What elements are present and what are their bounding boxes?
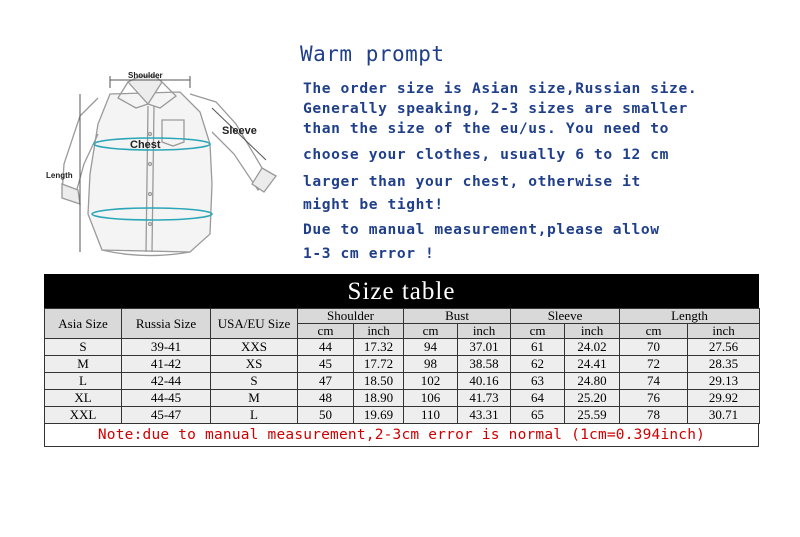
table-cell: 29.13 [688, 373, 760, 390]
table-cell: 65 [511, 407, 565, 424]
table-cell: 18.50 [354, 373, 404, 390]
header-cm: cm [511, 324, 565, 339]
table-cell: 43.31 [458, 407, 511, 424]
table-cell: 17.32 [354, 339, 404, 356]
table-row [45, 407, 760, 424]
header-sleeve: Sleeve [511, 309, 620, 324]
shirt-measurement-diagram [40, 64, 280, 268]
prompt-line: choose your clothes, usually 6 to 12 cm [303, 146, 670, 163]
prompt-line: Due to manual measurement,please allow [303, 221, 660, 238]
header-inch: inch [688, 324, 760, 339]
table-cell: 106 [404, 390, 458, 407]
table-cell: 61 [511, 339, 565, 356]
table-cell: 39-41 [122, 339, 211, 356]
warm-prompt-title: Warm prompt [300, 42, 445, 66]
table-cell: 27.56 [688, 339, 760, 356]
prompt-line: larger than your chest, otherwise it [303, 173, 641, 190]
header-bust: Bust [404, 309, 511, 324]
table-cell: S [211, 373, 298, 390]
table-cell: 28.35 [688, 356, 760, 373]
table-cell: XL [45, 390, 122, 407]
table-cell: 37.01 [458, 339, 511, 356]
table-cell: 38.58 [458, 356, 511, 373]
table-cell: 70 [620, 339, 688, 356]
table-cell: 98 [404, 356, 458, 373]
table-cell: 42-44 [122, 373, 211, 390]
table-cell: 24.02 [565, 339, 620, 356]
header-cm: cm [298, 324, 354, 339]
table-cell: 76 [620, 390, 688, 407]
sleeve-label: Sleeve [222, 125, 257, 137]
table-cell: 25.59 [565, 407, 620, 424]
table-cell: S [45, 339, 122, 356]
table-cell: 19.69 [354, 407, 404, 424]
table-cell: XXS [211, 339, 298, 356]
table-cell: 29.92 [688, 390, 760, 407]
chest-label: Chest [130, 139, 161, 151]
table-cell: 78 [620, 407, 688, 424]
table-cell: XS [211, 356, 298, 373]
table-cell: 30.71 [688, 407, 760, 424]
table-cell: 40.16 [458, 373, 511, 390]
table-cell: 24.41 [565, 356, 620, 373]
table-cell: 45 [298, 356, 354, 373]
table-cell: 110 [404, 407, 458, 424]
table-cell: L [45, 373, 122, 390]
table-row [45, 390, 760, 407]
header-cm: cm [404, 324, 458, 339]
table-cell: 45-47 [122, 407, 211, 424]
table-cell: M [45, 356, 122, 373]
table-cell: 64 [511, 390, 565, 407]
header-length: Length [620, 309, 760, 324]
table-cell: 72 [620, 356, 688, 373]
prompt-line: 1-3 cm error ! [303, 245, 435, 262]
header-inch: inch [354, 324, 404, 339]
table-cell: 17.72 [354, 356, 404, 373]
length-label: Length [46, 171, 73, 180]
table-cell: 44 [298, 339, 354, 356]
table-cell: 41-42 [122, 356, 211, 373]
table-cell: 63 [511, 373, 565, 390]
header-inch: inch [565, 324, 620, 339]
table-cell: XXL [45, 407, 122, 424]
header-inch: inch [458, 324, 511, 339]
size-table-grid [44, 308, 760, 424]
header-russia-size: Russia Size [122, 309, 211, 339]
table-row [45, 356, 760, 373]
table-cell: 74 [620, 373, 688, 390]
prompt-line: than the size of the eu/us. You need to [303, 120, 670, 137]
header-shoulder: Shoulder [298, 309, 404, 324]
table-cell: 94 [404, 339, 458, 356]
table-cell: 62 [511, 356, 565, 373]
shoulder-label: Shoulder [128, 71, 163, 80]
table-cell: M [211, 390, 298, 407]
prompt-line: Generally speaking, 2-3 sizes are smaller [303, 100, 688, 117]
header-usa-eu-size: USA/EU Size [211, 309, 298, 339]
prompt-line: The order size is Asian size,Russian size. [303, 80, 698, 97]
table-cell: L [211, 407, 298, 424]
table-cell: 41.73 [458, 390, 511, 407]
table-cell: 48 [298, 390, 354, 407]
measurement-note: Note:due to manual measurement,2-3cm error is normal (1cm=0.394inch) [44, 424, 759, 447]
table-cell: 47 [298, 373, 354, 390]
table-cell: 18.90 [354, 390, 404, 407]
table-cell: 24.80 [565, 373, 620, 390]
prompt-line: might be tight! [303, 196, 444, 213]
table-row [45, 373, 760, 390]
table-cell: 50 [298, 407, 354, 424]
shirt-illustration [40, 64, 280, 268]
size-table-title: Size table [44, 274, 759, 308]
header-cm: cm [620, 324, 688, 339]
size-table [44, 274, 759, 447]
table-cell: 44-45 [122, 390, 211, 407]
table-cell: 25.20 [565, 390, 620, 407]
table-cell: 102 [404, 373, 458, 390]
table-row [45, 339, 760, 356]
size-table-body [45, 339, 760, 424]
header-asia-size: Asia Size [45, 309, 122, 339]
